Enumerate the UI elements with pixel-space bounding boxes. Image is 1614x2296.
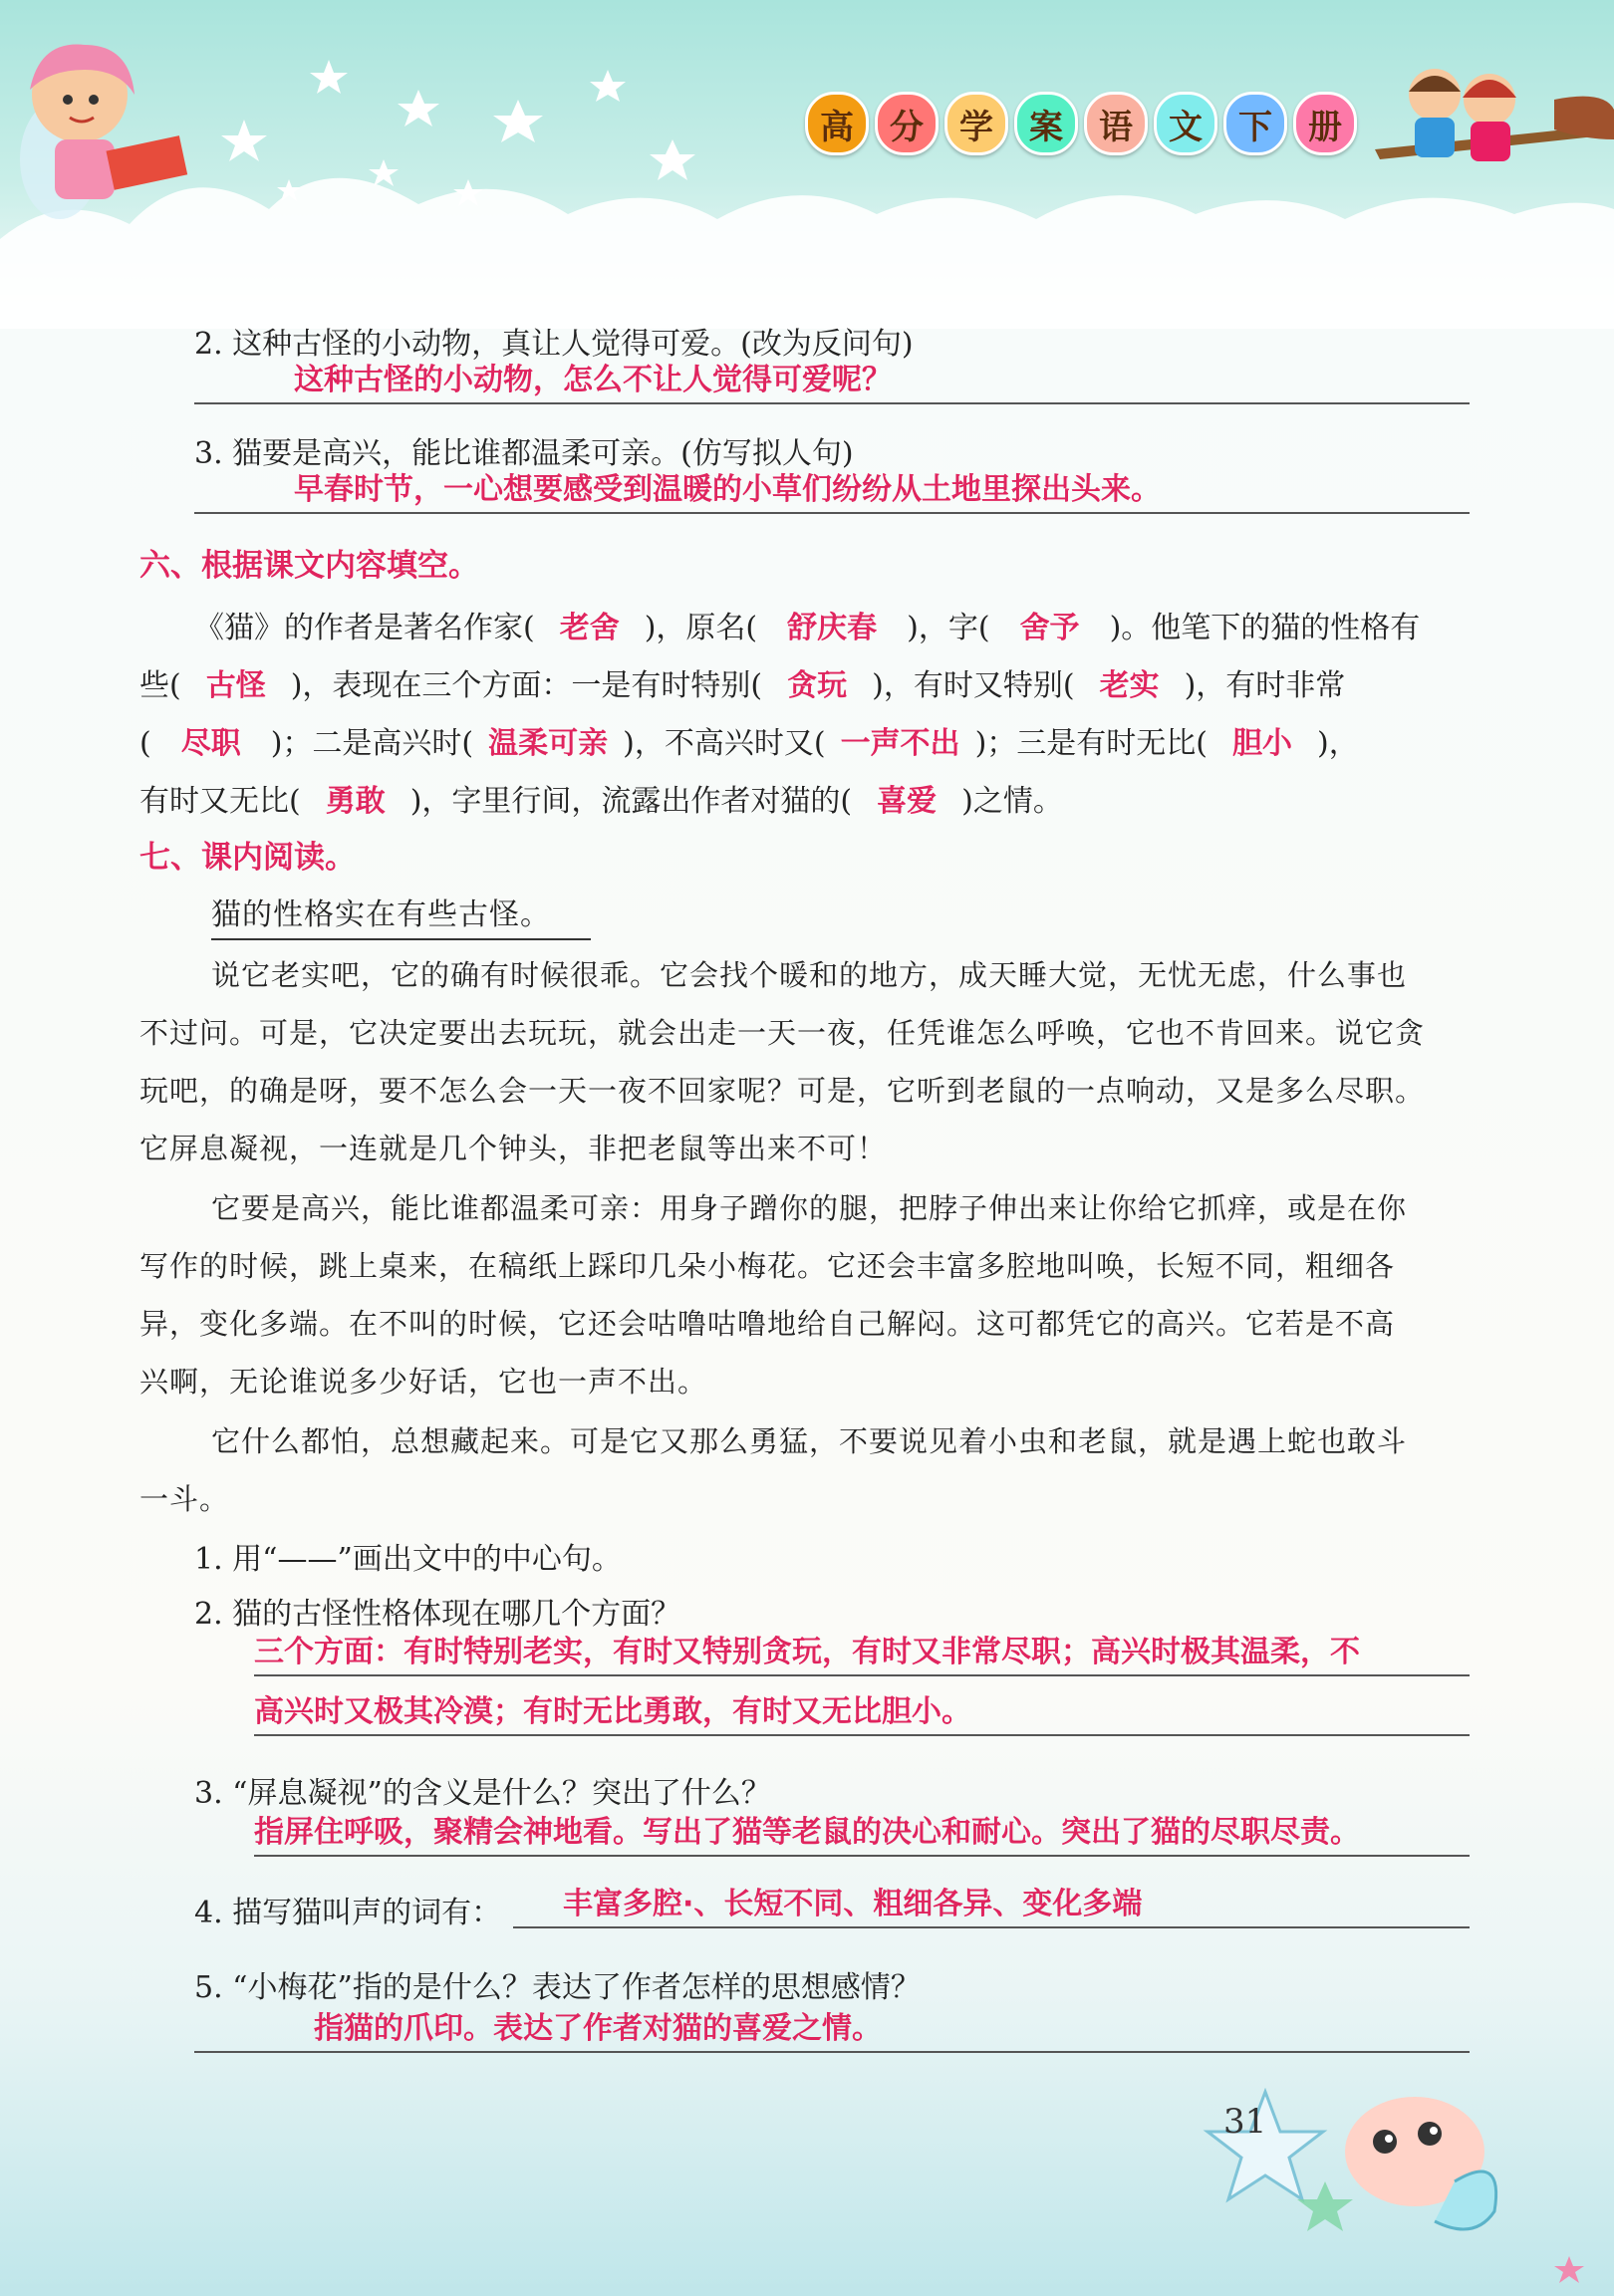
page-number: 31 <box>1223 2102 1267 2142</box>
text: )，字里行间，流露出作者对猫的( <box>409 784 853 819</box>
answer-5-3: 早春时节，一心想要感受到温暖的小草们纷纷从土地里探出头来。 <box>294 472 1161 507</box>
title-char: 学 <box>944 92 1008 155</box>
answer-line <box>513 1883 1470 1928</box>
text: )，不高兴时又( <box>623 726 826 761</box>
passage-line: 玩吧，的确是呀，要不怎么会一天一夜不回家呢？可是，它听到老鼠的一点响动，又是多么尽职。 <box>139 1074 1426 1108</box>
passage-line: 说它老实吧，它的确有时候很乖。它会找个暖和的地方，成天睡大觉，无忧无虑，什么事也 <box>211 958 1408 992</box>
passage-line: 它屏息凝视，一连就是几个钟头，非把老鼠等出来不可！ <box>139 1132 888 1165</box>
section-6-heading: 六、根据课文内容填空。 <box>139 548 479 584</box>
answer-5-2: 这种古怪的小动物，怎么不让人觉得可爱呢？ <box>294 363 892 397</box>
blank-answer: 贪玩 <box>787 668 848 703</box>
star-icons <box>221 60 695 206</box>
blank-answer: 胆小 <box>1231 726 1292 761</box>
central-sentence: 猫的性格实在有些古怪。 <box>211 893 591 940</box>
passage-line: 写作的时候，跳上桌来，在稿纸上踩印几朵小梅花。它还会丰富多腔地叫唤，长短不同，粗细各 <box>139 1249 1396 1283</box>
text: )， <box>1316 726 1359 761</box>
text: )，原名( <box>644 611 758 645</box>
answer-line <box>254 1631 1470 1676</box>
passage-line: 它要是高兴，能比谁都温柔可亲：用身子蹭你的腿，把脖子伸出来让你给它抓痒，或是在你 <box>211 1191 1408 1225</box>
passage-line: 它什么都怕，总想藏起来。可是它又那么勇猛，不要说见着小虫和老鼠，就是遇上蛇也敢斗 <box>211 1424 1408 1458</box>
passage-paragraph-3 <box>139 1179 1475 1410</box>
answer-line <box>254 1811 1470 1857</box>
title-char: 下 <box>1223 92 1287 155</box>
text: 有时又无比( <box>139 784 301 819</box>
text: ( <box>139 726 151 761</box>
answer-line <box>194 468 1470 514</box>
passage-line: 一斗。 <box>139 1482 230 1516</box>
star-icon <box>1554 2256 1584 2283</box>
text: )，有时非常 <box>1184 668 1346 703</box>
question-7-5: 5. “小梅花”指的是什么？表达了作者怎样的思想感情？ <box>194 1970 921 2005</box>
answer-7-5: 指猫的爪印。表达了作者对猫的喜爱之情。 <box>314 2011 882 2046</box>
blank-answer: 舒庆春 <box>787 611 878 645</box>
cloud-banner <box>0 0 1614 329</box>
blank-answer: 喜爱 <box>877 784 938 819</box>
blank-answer: 尽职 <box>180 726 241 761</box>
star-icon <box>1297 2181 1353 2231</box>
snail-icon <box>1345 2097 1496 2229</box>
question-5-2: 2. 这种古怪的小动物，真让人觉得可爱。(改为反问句) <box>194 327 914 362</box>
title-char: 语 <box>1084 92 1148 155</box>
blank-answer: 舍予 <box>1019 611 1080 645</box>
question-7-2: 2. 猫的古怪性格体现在哪几个方面？ <box>194 1597 681 1632</box>
answer-line <box>194 359 1470 404</box>
answer-7-3: 指屏住呼吸，聚精会神地看。写出了猫等老鼠的决心和耐心。突出了猫的尽职尽责。 <box>254 1815 1360 1850</box>
book-title <box>805 92 1357 155</box>
blank-answer: 勇敢 <box>325 784 386 819</box>
text: )，字( <box>907 611 990 645</box>
answer-7-4: 丰富多腔·、长短不同、粗细各异、变化多端 <box>563 1887 1143 1921</box>
text: 些( <box>139 668 181 703</box>
text: )之情。 <box>961 784 1063 819</box>
answer-line <box>194 2007 1470 2053</box>
question-7-4: 4. 描写猫叫声的词有： <box>194 1896 502 1930</box>
text: )；三是有时无比( <box>974 726 1208 761</box>
question-7-3: 3. “屏息凝视”的含义是什么？突出了什么？ <box>194 1776 771 1811</box>
passage-line: 不过问。可是，它决定要出去玩玩，就会出走一天一夜，任凭谁怎么呼唤，它也不肯回来。说它贪 <box>139 1016 1426 1050</box>
text: )；二是高兴时( <box>270 726 474 761</box>
passage-line: 异，变化多端。在不叫的时候，它还会咕噜咕噜地给自己解闷。这可都凭它的高兴。它若是不高 <box>139 1307 1396 1341</box>
answer-line <box>254 1690 1470 1736</box>
fill-line-2 <box>139 660 1345 704</box>
fill-line-3 <box>139 718 1359 762</box>
answer-7-2-line2: 高兴时又极其冷漠；有时无比勇敢，有时又无比胆小。 <box>254 1694 971 1729</box>
title-char: 分 <box>875 92 939 155</box>
answer-7-2-line1: 三个方面：有时特别老实，有时又特别贪玩，有时又非常尽职；高兴时极其温柔，不 <box>254 1635 1360 1669</box>
blank-answer: 老舍 <box>559 611 620 645</box>
kids-broom-illustration <box>1375 69 1614 161</box>
blank-answer: 一声不出 <box>840 726 960 761</box>
fill-line-4 <box>139 776 1063 820</box>
text: 《猫》的作者是著名作家( <box>194 611 535 645</box>
passage-paragraph-4 <box>139 1412 1475 1528</box>
blank-answer: 古怪 <box>205 668 266 703</box>
fill-line-1 <box>194 603 1420 646</box>
fairy-illustration <box>20 45 187 219</box>
passage-paragraph-2 <box>139 946 1475 1177</box>
title-char: 高 <box>805 92 869 155</box>
title-char: 文 <box>1154 92 1217 155</box>
question-7-1: 1. 用“——”画出文中的中心句。 <box>194 1542 622 1577</box>
title-char: 案 <box>1014 92 1078 155</box>
section-7-heading: 七、课内阅读。 <box>139 840 356 876</box>
text: )，表现在三个方面：一是有时特别( <box>290 668 763 703</box>
passage-line: 兴啊，无论谁说多少好话，它也一声不出。 <box>139 1365 708 1399</box>
blank-answer: 温柔可亲 <box>488 726 609 761</box>
text: )，有时又特别( <box>872 668 1075 703</box>
page-header <box>0 0 1614 299</box>
reading-passage <box>139 887 1546 944</box>
question-5-3: 3. 猫要是高兴，能比谁都温柔可亲。(仿写拟人句) <box>194 436 854 471</box>
title-char: 册 <box>1293 92 1357 155</box>
blank-answer: 老实 <box>1099 668 1160 703</box>
text: )。他笔下的猫的性格有 <box>1109 611 1421 645</box>
